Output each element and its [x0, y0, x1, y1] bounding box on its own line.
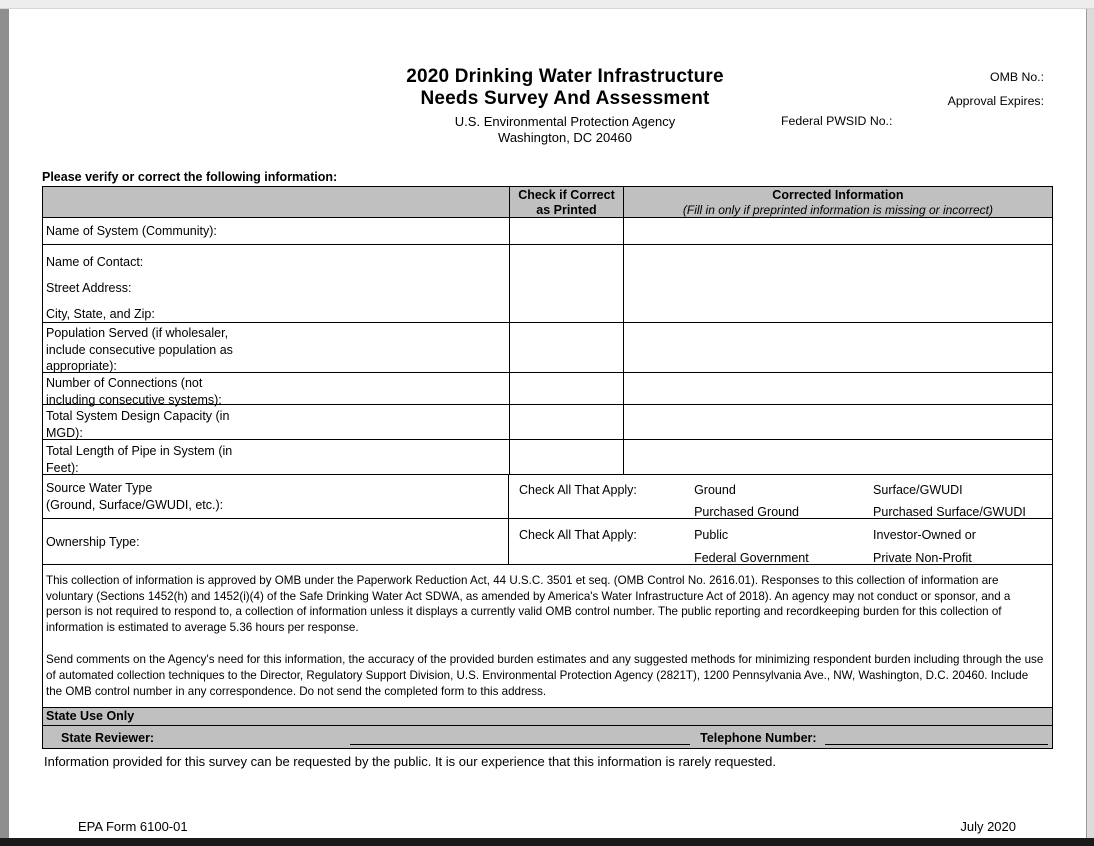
state-use-only-row [43, 708, 1052, 726]
telephone-number-label: Telephone Number: [700, 731, 817, 745]
public-request-note: Information provided for this survey can be requested by the public. It is our experience that this information is rarely requested. [44, 754, 776, 769]
epa-form-number: EPA Form 6100-01 [78, 819, 188, 834]
row-label: Total Length of Pipe in System (in Feet): [43, 440, 510, 474]
scan-edge-left [0, 9, 9, 838]
table-row-ownership-type [43, 519, 1052, 565]
table-row-design-capacity [43, 405, 1052, 440]
option-private-non-profit[interactable]: Private Non-Profit [873, 551, 972, 565]
verify-instruction: Please verify or correct the following information: [42, 170, 338, 184]
row-label: Name of Contact: Street Address: City, State, and Zip: [43, 245, 510, 322]
table-row-omb-notices [43, 565, 1052, 708]
corrected-information-cell[interactable] [624, 323, 1052, 372]
row-label: Number of Connections (not including consecutive systems): [43, 373, 510, 404]
check-if-correct-header: Check if Correct as Printed [510, 187, 624, 217]
check-if-correct-cell[interactable] [510, 440, 624, 474]
corrected-information-cell[interactable] [624, 373, 1052, 404]
check-if-correct-cell[interactable] [510, 373, 624, 404]
corrected-information-cell[interactable] [624, 440, 1052, 474]
table-header-row [43, 187, 1052, 218]
ownership-options-col1 [694, 524, 873, 564]
corrected-information-header: Corrected Information (Fill in only if preprinted information is missing or incorrect) [624, 187, 1052, 217]
check-if-correct-cell[interactable] [510, 245, 624, 322]
ownership-options-cell [509, 519, 1052, 564]
corrected-information-cell[interactable] [624, 405, 1052, 439]
option-surface-gwudi[interactable]: Surface/GWUDI [873, 483, 963, 497]
row-label: Name of System (Community): [43, 218, 510, 244]
state-reviewer-label: State Reviewer: [61, 731, 155, 745]
paperwork-reduction-paragraph: This collection of information is approved by OMB under the Paperwork Reduction Act, 44 U.S.C. 3501 et seq. (OMB Control No. 2616.01). Responses to this collection of information are voluntary (Sections 1452(h) and 1452(i)(4) of the Safe Drinking Water Act SDWA, as amended by America's Water Infrastructure Act of 2018). An agency may not conduct or sponsor, and a person is not required to respond to, a collection of information unless it displays a currently valid OMB control number. The public reporting and recordkeeping burden for this collection of information is estimated to average 5.36 hours per response. [46, 574, 1011, 634]
check-all-that-apply-label: Check All That Apply: [519, 483, 637, 497]
send-comments-paragraph: Send comments on the Agency's need for this information, the accuracy of the provided burden estimates and any suggested methods for minimizing respondent burden including through the use of automated collection techniques to the Director, Regulatory Support Division, U.S. Environmental Protection Agency (2821T), 1200 Pennsylvania Ave., NW, Washington, D.C. 20460. Include the OMB control number in any correspondence. Do not send the completed form to this address. [46, 653, 1044, 698]
state-reviewer-input-line[interactable] [350, 730, 690, 745]
table-row-population-served [43, 323, 1052, 373]
check-if-correct-cell[interactable] [510, 323, 624, 372]
check-if-correct-cell[interactable] [510, 218, 624, 244]
row-label: Population Served (if wholesaler, include consecutive population as appropriate): [43, 323, 510, 372]
check-if-correct-cell[interactable] [510, 405, 624, 439]
table-row-pipe-length [43, 440, 1052, 475]
form-title-line1: 2020 Drinking Water Infrastructure [406, 66, 724, 87]
state-reviewer-cell [43, 726, 1052, 748]
source-water-options-col2 [873, 479, 1052, 518]
source-water-options-col1 [694, 479, 873, 518]
option-public[interactable]: Public [694, 528, 729, 542]
state-reviewer-row [43, 726, 1052, 748]
title-block [42, 66, 1052, 146]
row-label: Ownership Type: [43, 519, 509, 564]
form-date: July 2020 [960, 819, 1016, 834]
row-label: Total System Design Capacity (in MGD): [43, 405, 510, 439]
agency-address: Washington, DC 20460 [498, 130, 632, 145]
omb-number-label: OMB No.: [990, 70, 1044, 84]
option-ground[interactable]: Ground [694, 483, 736, 497]
corrected-information-cell[interactable] [624, 245, 1052, 322]
document-header [42, 66, 1052, 156]
scan-edge-right [1086, 9, 1094, 838]
federal-pwsid-label: Federal PWSID No.: [781, 114, 893, 128]
ownership-options-col2 [873, 524, 1052, 564]
table-row-contact [43, 245, 1052, 323]
option-federal-government[interactable]: Federal Government [694, 551, 809, 565]
corrected-information-cell[interactable] [624, 218, 1052, 244]
table-row-number-of-connections [43, 373, 1052, 405]
table-header-spacer [43, 187, 510, 217]
state-use-only-title: State Use Only [43, 708, 1052, 725]
approval-expires-label: Approval Expires: [947, 94, 1044, 108]
telephone-number-input-line[interactable] [825, 730, 1048, 745]
option-investor-owned[interactable]: Investor-Owned or [873, 528, 976, 542]
source-water-options-cell [509, 475, 1052, 518]
scan-edge-top [0, 0, 1094, 9]
omb-notice-cell [43, 565, 1052, 707]
scan-edge-bottom [0, 838, 1094, 846]
form-title-line2: Needs Survey And Assessment [420, 88, 710, 109]
table-row-name-of-system [43, 218, 1052, 245]
agency-name: U.S. Environmental Protection Agency [454, 114, 676, 129]
form-page [9, 10, 1085, 838]
option-purchased-surface-gwudi[interactable]: Purchased Surface/GWUDI [873, 505, 1026, 519]
verification-table [42, 186, 1053, 749]
check-all-that-apply-label: Check All That Apply: [519, 528, 637, 542]
table-row-source-water-type [43, 475, 1052, 519]
document-footer [42, 819, 1052, 834]
option-purchased-ground[interactable]: Purchased Ground [694, 505, 800, 519]
row-label: Source Water Type (Ground, Surface/GWUDI, etc.): [43, 475, 509, 518]
